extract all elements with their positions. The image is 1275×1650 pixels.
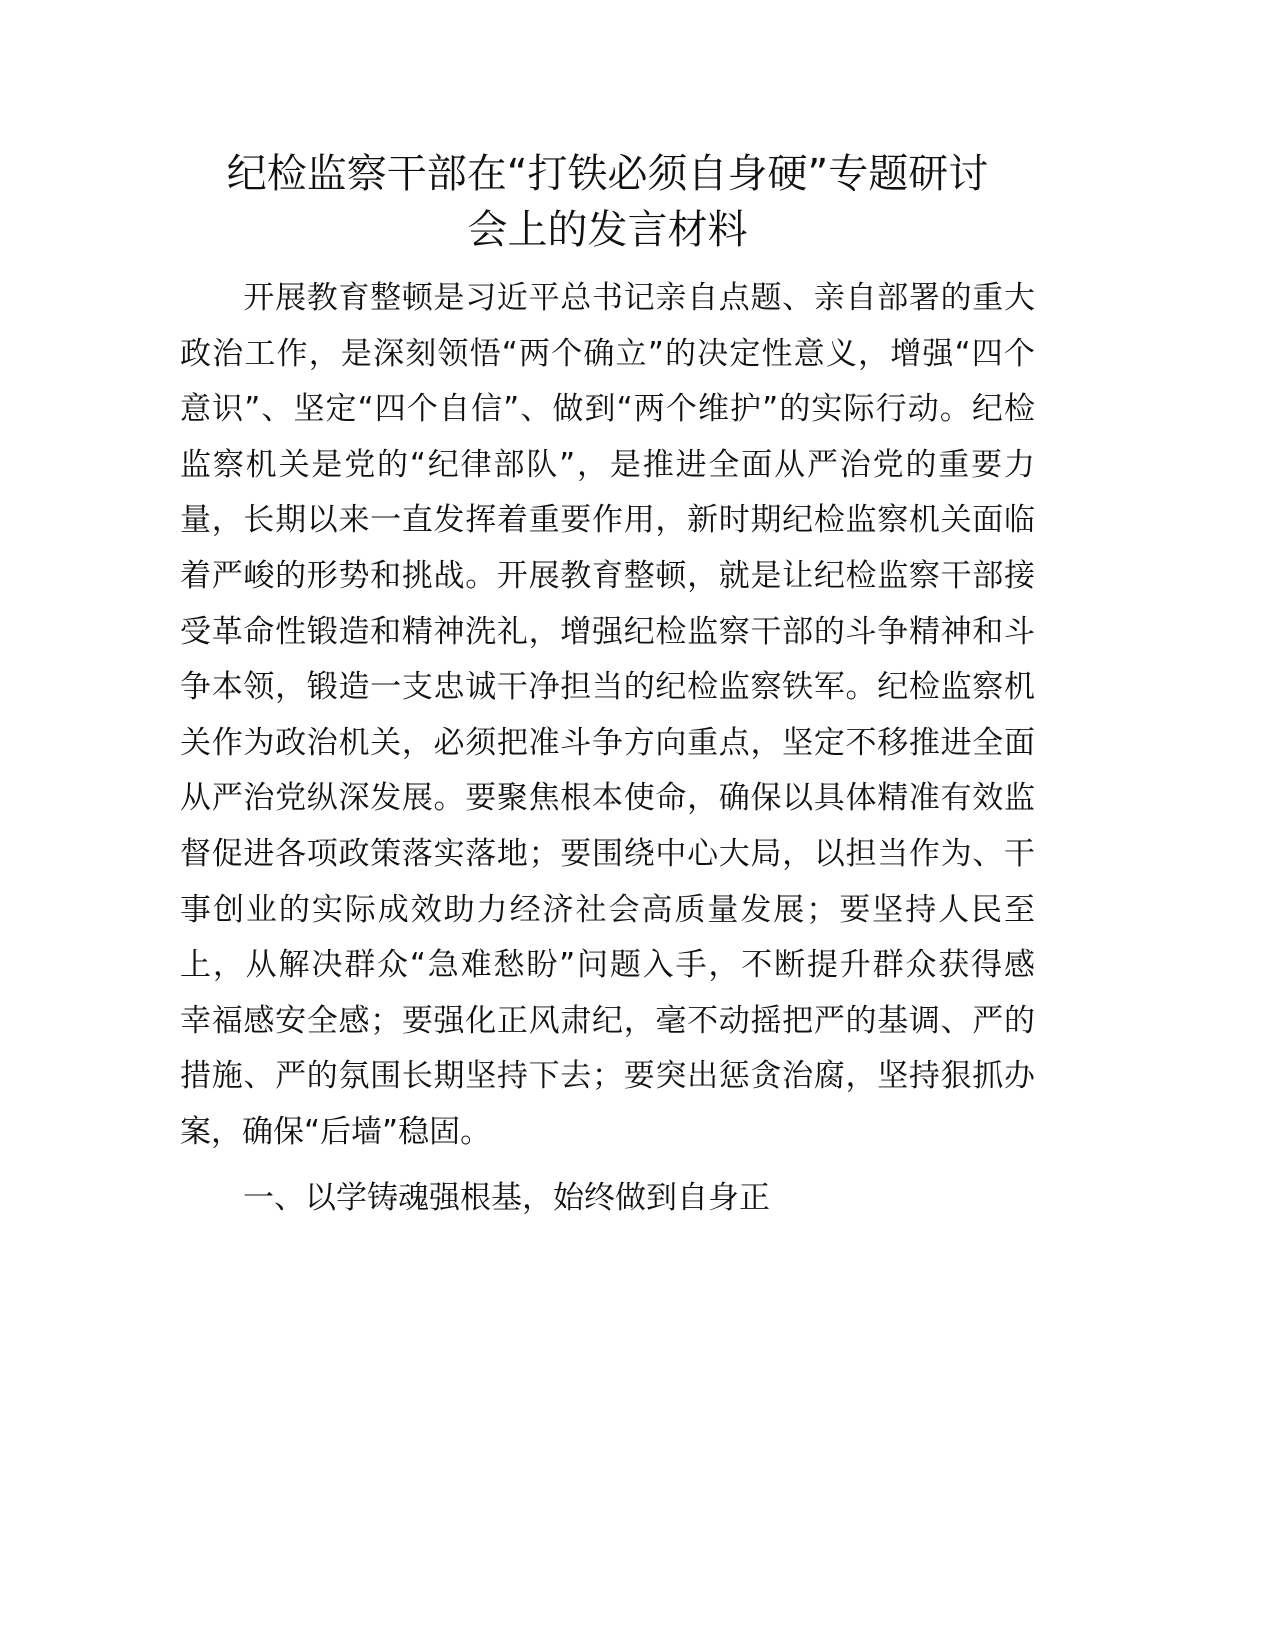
paragraph-line: 上，从解决群众“急难愁盼”问题入手，不断提升群众获得感 — [180, 947, 1035, 984]
paragraph-line: 从严治党纵深发展。要聚焦根本使命，确保以具体精准有效监 — [180, 780, 1035, 817]
paragraph-line: 幸福感安全感；要强化正风肃纪，毫不动摇把严的基调、严的 — [180, 1002, 1035, 1039]
paragraph-line: 事创业的实际成效助力经济社会高质量发展；要坚持人民至 — [180, 891, 1035, 928]
paragraph-line: 监察机关是党的“纪律部队”，是推进全面从严治党的重要力 — [180, 446, 1035, 483]
paragraph-line: 措施、严的氛围长期坚持下去；要突出惩贪治腐，坚持狠抓办 — [180, 1058, 1035, 1095]
paragraph-line: 案，确保“后墙”稳固。 — [180, 1114, 492, 1150]
paragraph-line: 开展教育整顿是习近平总书记亲自点题、亲自部署的重大 — [180, 280, 1035, 316]
paragraph-line: 量，长期以来一直发挥着重要作用，新时期纪检监察机关面临 — [180, 502, 1035, 539]
document-title-line-2: 会上的发言材料 — [467, 207, 748, 253]
paragraph-line: 政治工作，是深刻领悟“两个确立”的决定性意义，增强“四个 — [180, 335, 1035, 372]
section-heading: 一、以学铸魂强根基，始终做到自身正 — [243, 1180, 770, 1216]
paragraph-line: 着严峻的形势和挑战。开展教育整顿，就是让纪检监察干部接 — [180, 558, 1035, 594]
paragraph-line: 受革命性锻造和精神洗礼，增强纪检监察干部的斗争精神和斗 — [180, 613, 1035, 650]
paragraph-line: 督促进各项政策落实落地；要围绕中心大局，以担当作为、干 — [180, 836, 1035, 872]
paragraph-line: 争本领，锻造一支忠诚干净担当的纪检监察铁军。纪检监察机 — [180, 669, 1035, 706]
paragraph-line: 意识”、坚定“四个自信”、做到“两个维护”的实际行动。纪检 — [180, 391, 1035, 428]
paragraph-line: 关作为政治机关，必须把准斗争方向重点，坚定不移推进全面 — [180, 724, 1035, 761]
document-title-line-1: 纪检监察干部在“打铁必须自身硬”专题研讨 — [226, 151, 989, 197]
